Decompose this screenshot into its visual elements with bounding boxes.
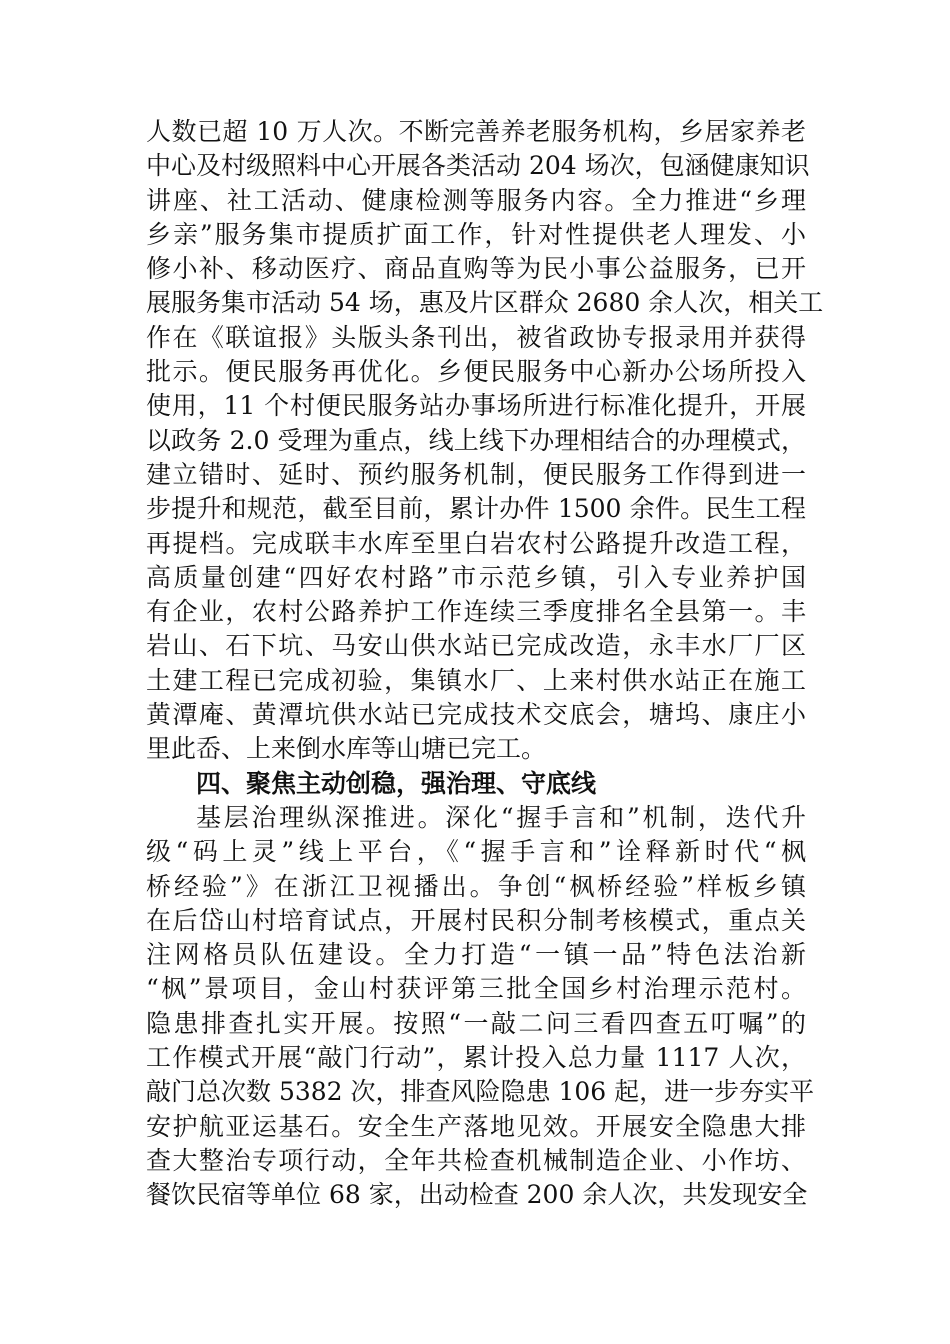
text-line: 工作模式开展“敲门行动”，累计投入总力量 1117 人次，	[146, 1043, 806, 1073]
text-line: 作在《联谊报》头版头条刊出，被省政协专报录用并获得	[146, 322, 806, 352]
text-line: 乡亲”服务集市提质扩面工作，针对性提供老人理发、小	[146, 219, 806, 249]
text-line: 基层治理纵深推进。深化“握手言和”机制，迭代升	[196, 802, 806, 832]
text-line: 步提升和规范，截至目前，累计办件 1500 余件。民生工程	[146, 494, 806, 524]
text-line: 岩山、石下坑、马安山供水站已完成改造，永丰水厂厂区	[146, 631, 806, 661]
text-line: 再提档。完成联丰水库至里白岩农村公路提升改造工程，	[146, 528, 806, 558]
text-line: 人数已超 10 万人次。不断完善养老服务机构，乡居家养老	[146, 117, 806, 146]
text-line: 安护航亚运基石。安全生产落地见效。开展安全隐患大排	[146, 1111, 806, 1141]
text-line: 在后岱山村培育试点，开展村民积分制考核模式，重点关	[146, 905, 806, 935]
text-line: “枫”景项目，金山村获评第三批全国乡村治理示范村。	[146, 974, 806, 1004]
text-line: 使用，11 个村便民服务站办事场所进行标准化提升，开展	[146, 391, 806, 421]
text-line: 注网格员队伍建设。全力打造“一镇一品”特色法治新	[146, 940, 806, 970]
text-line: 敲门总次数 5382 次，排查风险隐患 106 起，进一步夯实平	[146, 1077, 815, 1107]
text-line: 里此岙、上来倒水库等山塘已完工。	[146, 734, 547, 764]
text-line: 桥经验”》在浙江卫视播出。争创“枫桥经验”样板乡镇	[146, 871, 806, 901]
text-line: 讲座、社工活动、健康检测等服务内容。全力推进“乡理	[146, 185, 806, 215]
text-line: 高质量创建“四好农村路”市示范乡镇，引入专业养护国	[146, 562, 806, 592]
section-heading: 四、聚焦主动创稳，强治理、守底线	[196, 768, 597, 798]
text-line: 餐饮民宿等单位 68 家，出动检查 200 余人次，共发现安全	[146, 1180, 808, 1210]
text-line: 隐患排查扎实开展。按照“一敲二问三看四查五叮嘱”的	[146, 1008, 806, 1038]
text-line: 展服务集市活动 54 场，惠及片区群众 2680 余人次，相关工	[146, 288, 824, 318]
document-body	[146, 115, 824, 1213]
text-line: 土建工程已完成初验，集镇水厂、上来村供水站正在施工	[146, 665, 806, 695]
text-line: 有企业，农村公路养护工作连续三季度排名全县第一。丰	[146, 597, 806, 627]
text-line: 黄潭庵、黄潭坑供水站已完成技术交底会，塘坞、康庄小	[146, 700, 806, 730]
text-line: 批示。便民服务再优化。乡便民服务中心新办公场所投入	[146, 357, 806, 387]
text-line: 修小补、移动医疗、商品直购等为民小事公益服务，已开	[146, 254, 806, 284]
text-line: 中心及村级照料中心开展各类活动 204 场次，包涵健康知识	[146, 151, 810, 181]
text-line: 级“码上灵”线上平台，《“握手言和”诠释新时代“枫	[146, 837, 806, 867]
text-line: 查大整治专项行动，全年共检查机械制造企业、小作坊、	[146, 1145, 806, 1175]
text-line: 建立错时、延时、预约服务机制，便民服务工作得到进一	[146, 459, 806, 489]
text-line: 以政务 2.0 受理为重点，线上线下办理相结合的办理模式，	[146, 425, 806, 455]
